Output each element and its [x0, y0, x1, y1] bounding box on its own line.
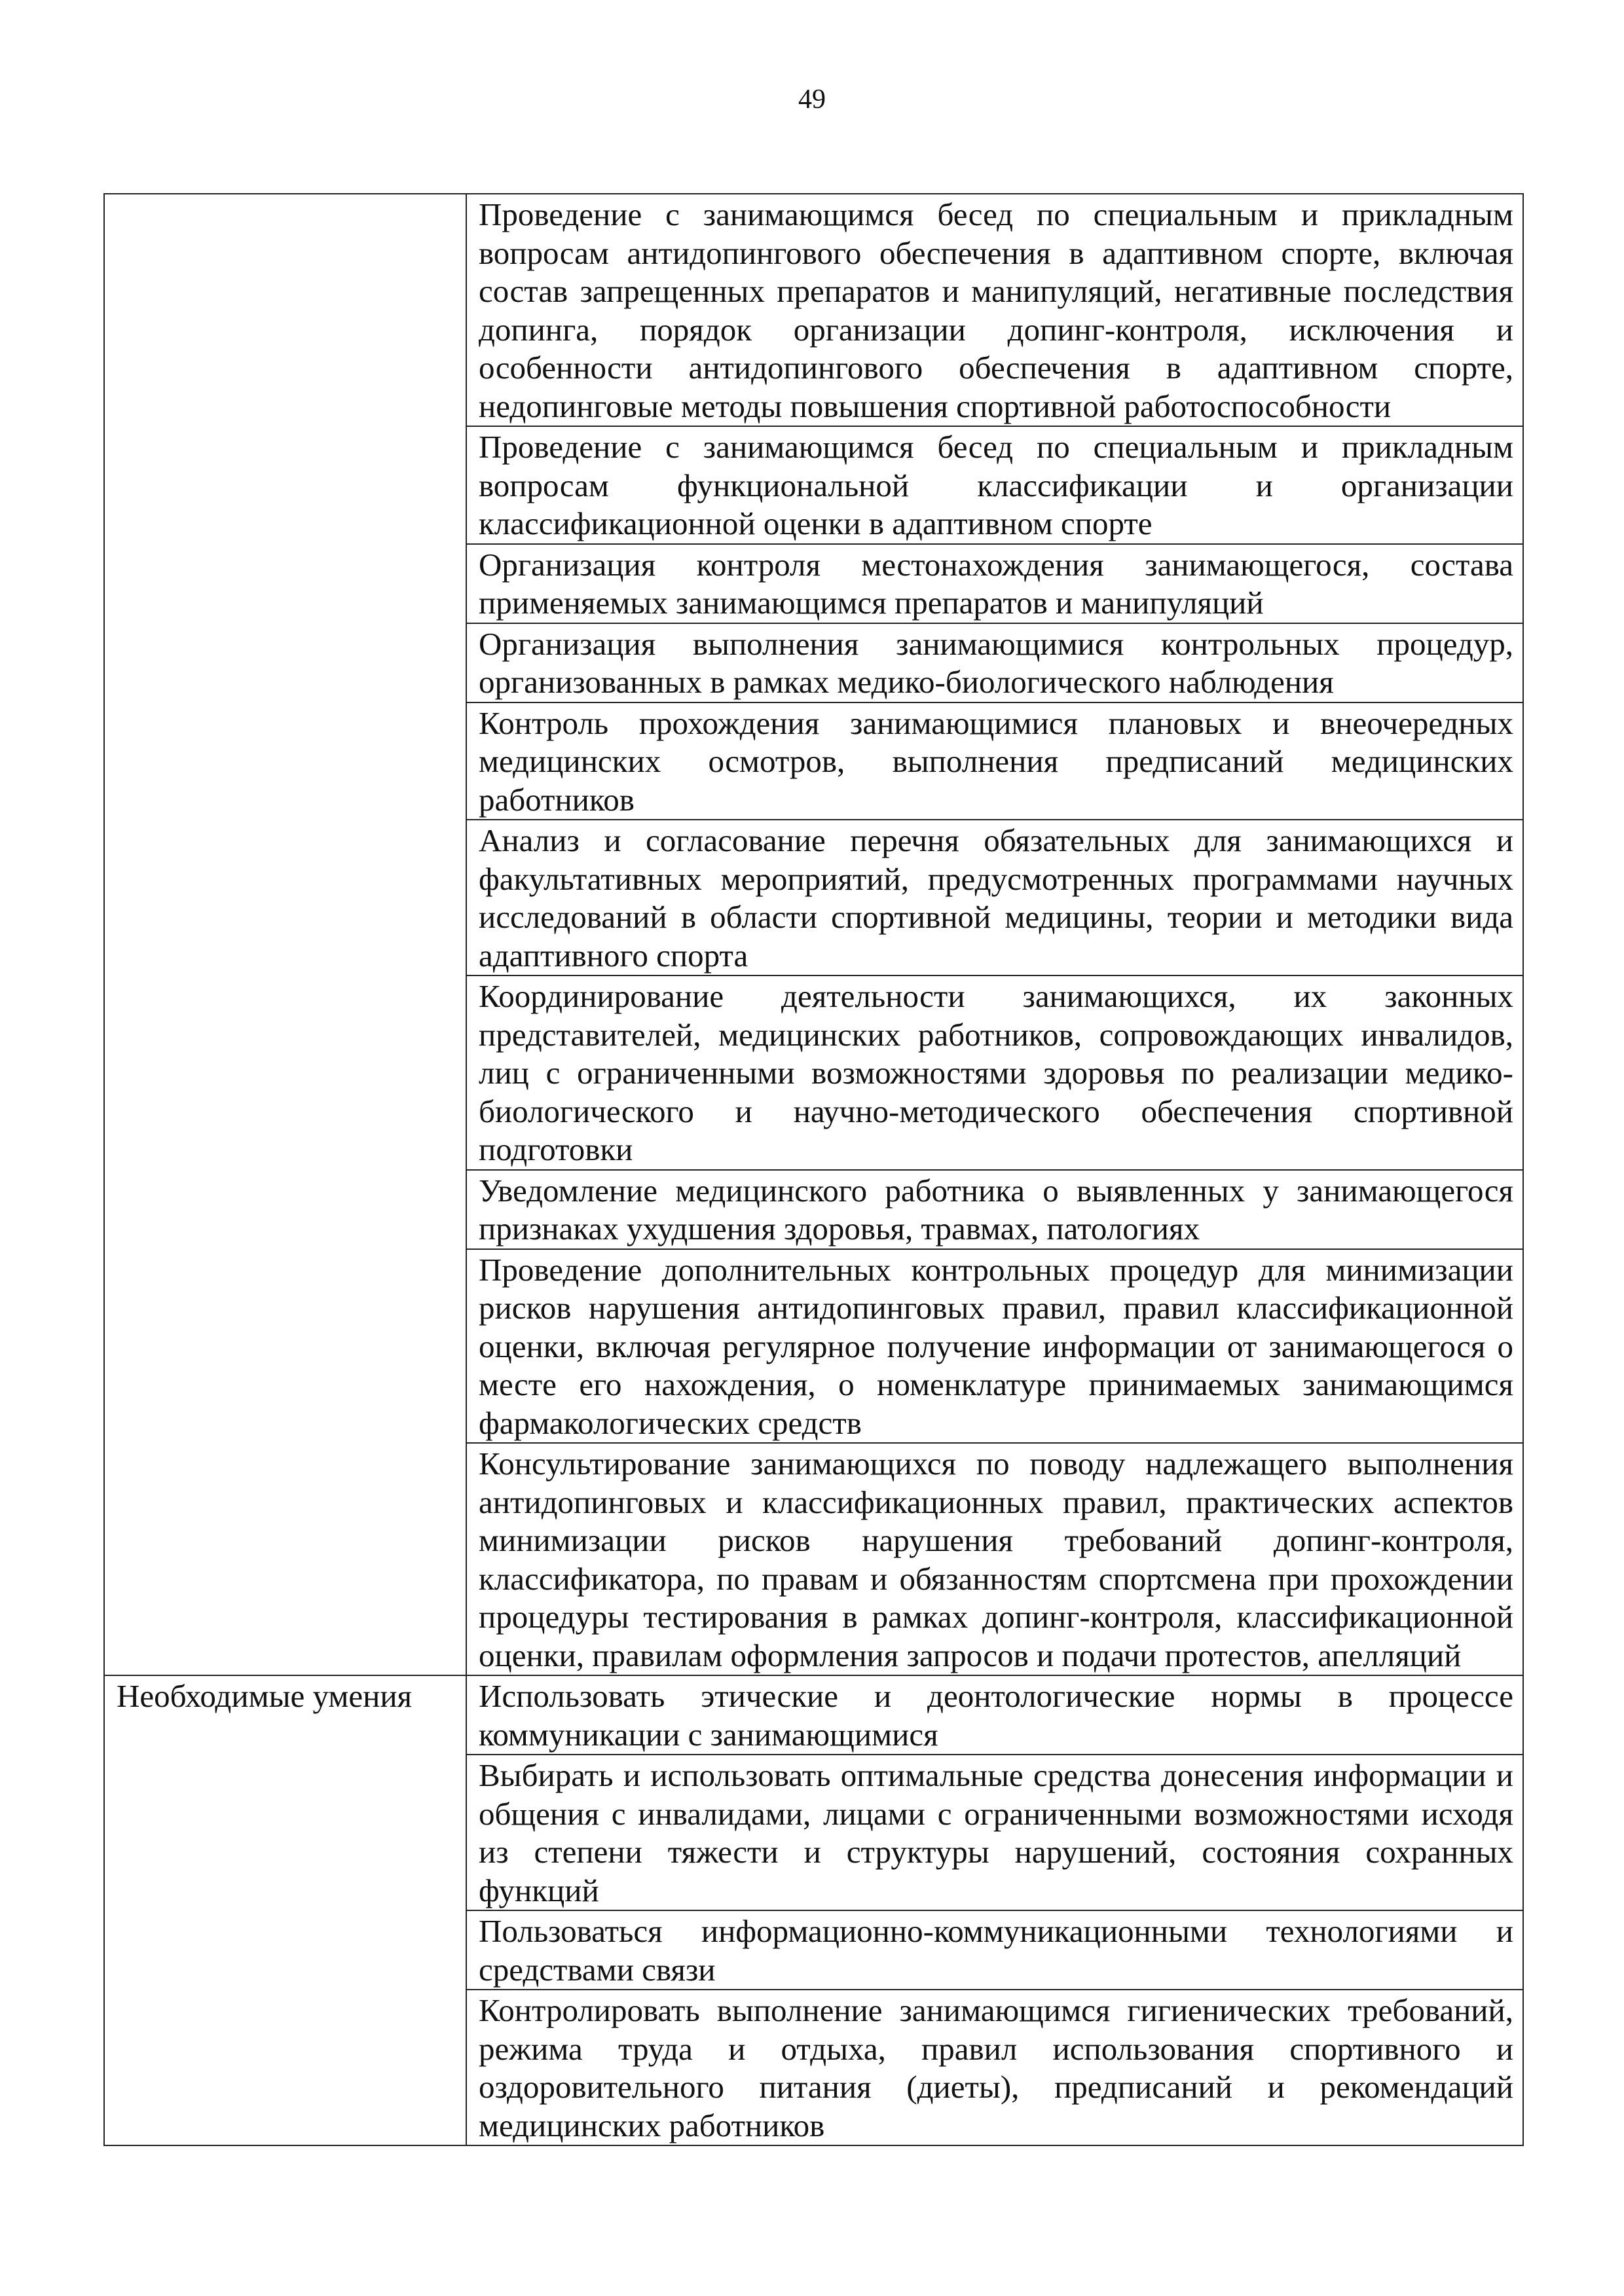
row-text-cell: Выбирать и использовать оптимальные средства донесения информации и общения с инвалидами, лицами с ограниченными возможностями исходя из степени тяжести и структуры нарушений, состояния сохранных функций: [466, 1755, 1523, 1910]
row-label-cell: Необходимые умения: [104, 1675, 466, 2145]
row-text-cell: Проведение дополнительных контрольных процедур для минимизации рисков нарушения антидопинговых правил, правил классификационной оценки, включая регулярное получение информации от занимающегося о месте его нахождения, о номенклатуре принимаемых занимающимся фармакологических средств: [466, 1249, 1523, 1444]
row-text-cell: Пользоваться информационно-коммуникационными технологиями и средствами связи: [466, 1910, 1523, 1990]
row-text-cell: Организация контроля местонахождения занимающегося, состава применяемых занимающимся препаратов и манипуляций: [466, 544, 1523, 623]
page-number: 49: [798, 84, 826, 115]
row-text-cell: Координирование деятельности занимающихся, их законных представителей, медицинских работников, сопровождающих инвалидов, лиц с ограниченными возможностями здоровья по реализации медико-биологического и научно-методического обеспечения спортивной подготовки: [466, 975, 1523, 1170]
table-row: [104, 1675, 1523, 1755]
row-text-cell: Проведение с занимающимся бесед по специальным и прикладным вопросам антидопингового обеспечения в адаптивном спорте, включая состав запрещенных препаратов и манипуляций, негативные последствия допинга, порядок организации допинг-контроля, исключения и особенности антидопингового обеспечения в адаптивном спорте, недопинговые методы повышения спортивной работоспособности: [466, 194, 1523, 426]
row-text-cell: Уведомление медицинского работника о выявленных у занимающегося признаках ухудшения здоровья, травмах, патологиях: [466, 1170, 1523, 1249]
row-text-cell: Анализ и согласование перечня обязательных для занимающихся и факультативных мероприятий, предусмотренных программами научных исследований в области спортивной медицины, теории и методики вида адаптивного спорта: [466, 820, 1523, 975]
row-text-cell: Контролировать выполнение занимающимся гигиенических требований, режима труда и отдыха, правил использования спортивного и оздоровительного питания (диеты), предписаний и рекомендаций медицинских работников: [466, 1990, 1523, 2145]
row-text-cell: Консультирование занимающихся по поводу надлежащего выполнения антидопинговых и классификационных правил, практических аспектов минимизации рисков нарушения требований допинг-контроля, классификатора, по правам и обязанностям спортсмена при прохождении процедуры тестирования в рамках допинг-контроля, классификационной оценки, правилам оформления запросов и подачи протестов, апелляций: [466, 1443, 1523, 1675]
requirements-table: [103, 193, 1524, 2146]
table-row: [104, 194, 1523, 426]
row-text-cell: Использовать этические и деонтологические нормы в процессе коммуникации с занимающимися: [466, 1675, 1523, 1755]
row-label-cell: [104, 194, 466, 1675]
row-text-cell: Контроль прохождения занимающимися плановых и внеочередных медицинских осмотров, выполнения предписаний медицинских работников: [466, 702, 1523, 820]
row-text-cell: Проведение с занимающимся бесед по специальным и прикладным вопросам функциональной классификации и организации классификационной оценки в адаптивном спорте: [466, 426, 1523, 544]
row-text-cell: Организация выполнения занимающимися контрольных процедур, организованных в рамках медико-биологического наблюдения: [466, 623, 1523, 702]
